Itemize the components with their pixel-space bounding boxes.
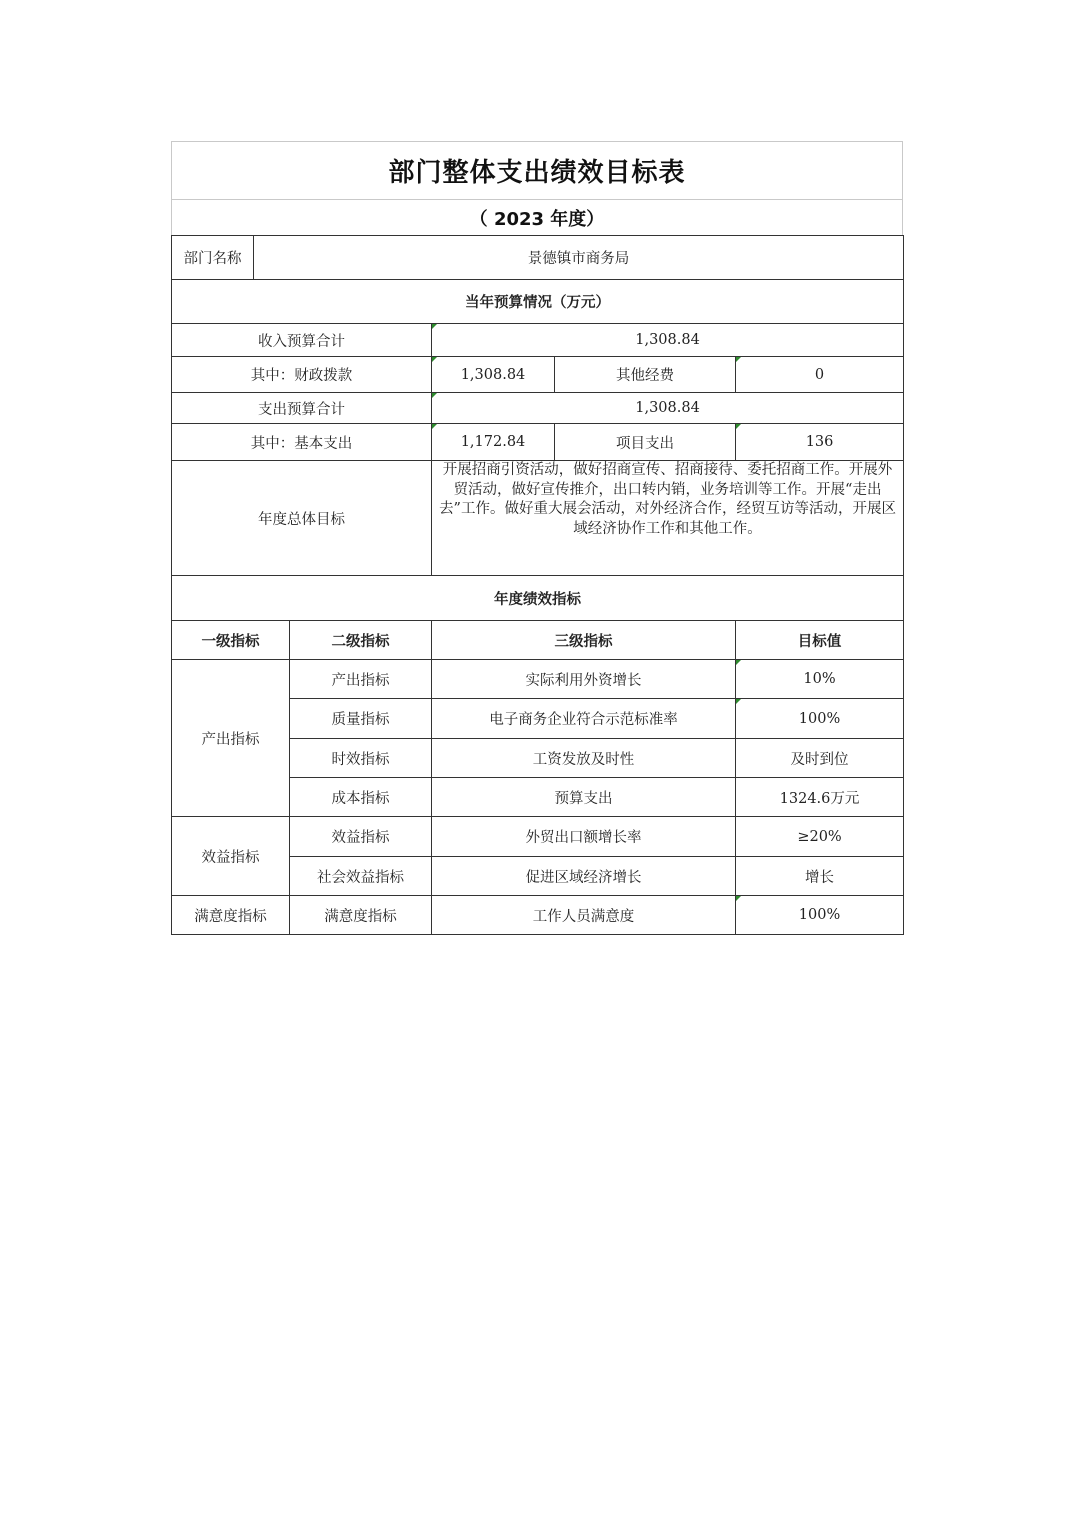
annual-goal-row bbox=[172, 461, 904, 576]
target-cell bbox=[736, 660, 904, 699]
cell-marker-icon bbox=[432, 357, 437, 362]
indicator-header-row bbox=[172, 621, 904, 660]
fiscal-row bbox=[172, 357, 904, 393]
basic-value-text: 1,172.84 bbox=[460, 434, 526, 450]
level3-cell: 电子商务企业符合示范标准率 bbox=[432, 699, 736, 739]
project-value bbox=[736, 424, 904, 461]
indicators-section-row bbox=[172, 576, 904, 621]
cell-marker-icon bbox=[432, 393, 437, 398]
cell-marker-icon bbox=[736, 357, 741, 362]
level3-cell: 预算支出 bbox=[432, 778, 736, 817]
budget-section-title: 当年预算情况（万元） bbox=[172, 280, 904, 324]
cell-marker-icon bbox=[736, 896, 741, 901]
basic-expense-row bbox=[172, 424, 904, 461]
income-total-value bbox=[432, 324, 904, 357]
department-label: 部门名称 bbox=[172, 236, 254, 280]
department-name: 景德镇市商务局 bbox=[254, 236, 904, 280]
level2-cell: 成本指标 bbox=[290, 778, 432, 817]
cell-marker-icon bbox=[432, 324, 437, 329]
level2-cell: 社会效益指标 bbox=[290, 857, 432, 896]
annual-goal-text: 开展招商引资活动，做好招商宣传、招商接待、委托招商工作。开展外贸活动，做好宣传推介，出口转内销，业务培训等工作。开展“走出去”工作。做好重大展会活动，对外经济合作，经贸互访等活动，开展区域经济协作工作和其他工作。 bbox=[432, 461, 904, 576]
level1-cell: 满意度指标 bbox=[172, 896, 290, 935]
expense-total-value bbox=[432, 393, 904, 424]
level3-cell: 实际利用外资增长 bbox=[432, 660, 736, 699]
basic-value bbox=[432, 424, 555, 461]
fiscal-label: 其中：财政拨款 bbox=[172, 357, 432, 393]
level2-cell: 满意度指标 bbox=[290, 896, 432, 935]
expense-total-row bbox=[172, 393, 904, 424]
level3-cell: 工资发放及时性 bbox=[432, 739, 736, 778]
expense-total-value-text: 1,308.84 bbox=[635, 400, 700, 416]
other-label: 其他经费 bbox=[555, 357, 736, 393]
target-cell-text: 10% bbox=[803, 671, 836, 687]
level1-cell: 效益指标 bbox=[172, 817, 290, 896]
level3-cell: 外贸出口额增长率 bbox=[432, 817, 736, 857]
target-cell: ≥20% bbox=[736, 817, 904, 857]
target-cell-text: 100% bbox=[798, 710, 841, 727]
table-row bbox=[172, 817, 904, 857]
year-label: （ 2023 年度） bbox=[171, 199, 903, 235]
cell-marker-icon bbox=[736, 424, 741, 429]
target-cell: 增长 bbox=[736, 857, 904, 896]
target-cell bbox=[736, 699, 904, 739]
annual-goal-label: 年度总体目标 bbox=[172, 461, 432, 576]
level3-cell: 促进区域经济增长 bbox=[432, 857, 736, 896]
fiscal-value bbox=[432, 357, 555, 393]
target-cell: 1324.6万元 bbox=[736, 778, 904, 817]
income-total-label: 收入预算合计 bbox=[172, 324, 432, 357]
header-target: 目标值 bbox=[736, 621, 904, 660]
table-row bbox=[172, 660, 904, 699]
project-value-text: 136 bbox=[805, 434, 834, 450]
project-label: 项目支出 bbox=[555, 424, 736, 461]
level1-cell: 产出指标 bbox=[172, 660, 290, 817]
fiscal-value-text: 1,308.84 bbox=[460, 366, 526, 383]
page-title: 部门整体支出绩效目标表 bbox=[171, 141, 903, 199]
level2-cell: 产出指标 bbox=[290, 660, 432, 699]
target-cell bbox=[736, 896, 904, 935]
cell-marker-icon bbox=[736, 660, 741, 665]
target-cell-text: 100% bbox=[798, 907, 841, 923]
performance-table bbox=[171, 235, 904, 935]
level2-cell: 质量指标 bbox=[290, 699, 432, 739]
cell-marker-icon bbox=[736, 699, 741, 704]
other-value-text: 0 bbox=[814, 366, 825, 383]
cell-marker-icon bbox=[432, 424, 437, 429]
income-total-value-text: 1,308.84 bbox=[635, 332, 700, 348]
performance-target-sheet bbox=[171, 141, 903, 935]
level2-cell: 效益指标 bbox=[290, 817, 432, 857]
table-row bbox=[172, 896, 904, 935]
indicators-section-title: 年度绩效指标 bbox=[172, 576, 904, 621]
header-level2: 二级指标 bbox=[290, 621, 432, 660]
expense-total-label: 支出预算合计 bbox=[172, 393, 432, 424]
basic-label: 其中：基本支出 bbox=[172, 424, 432, 461]
budget-section-row bbox=[172, 280, 904, 324]
income-total-row bbox=[172, 324, 904, 357]
level2-cell: 时效指标 bbox=[290, 739, 432, 778]
department-row bbox=[172, 236, 904, 280]
level3-cell: 工作人员满意度 bbox=[432, 896, 736, 935]
target-cell: 及时到位 bbox=[736, 739, 904, 778]
header-level1: 一级指标 bbox=[172, 621, 290, 660]
other-value bbox=[736, 357, 904, 393]
header-level3: 三级指标 bbox=[432, 621, 736, 660]
